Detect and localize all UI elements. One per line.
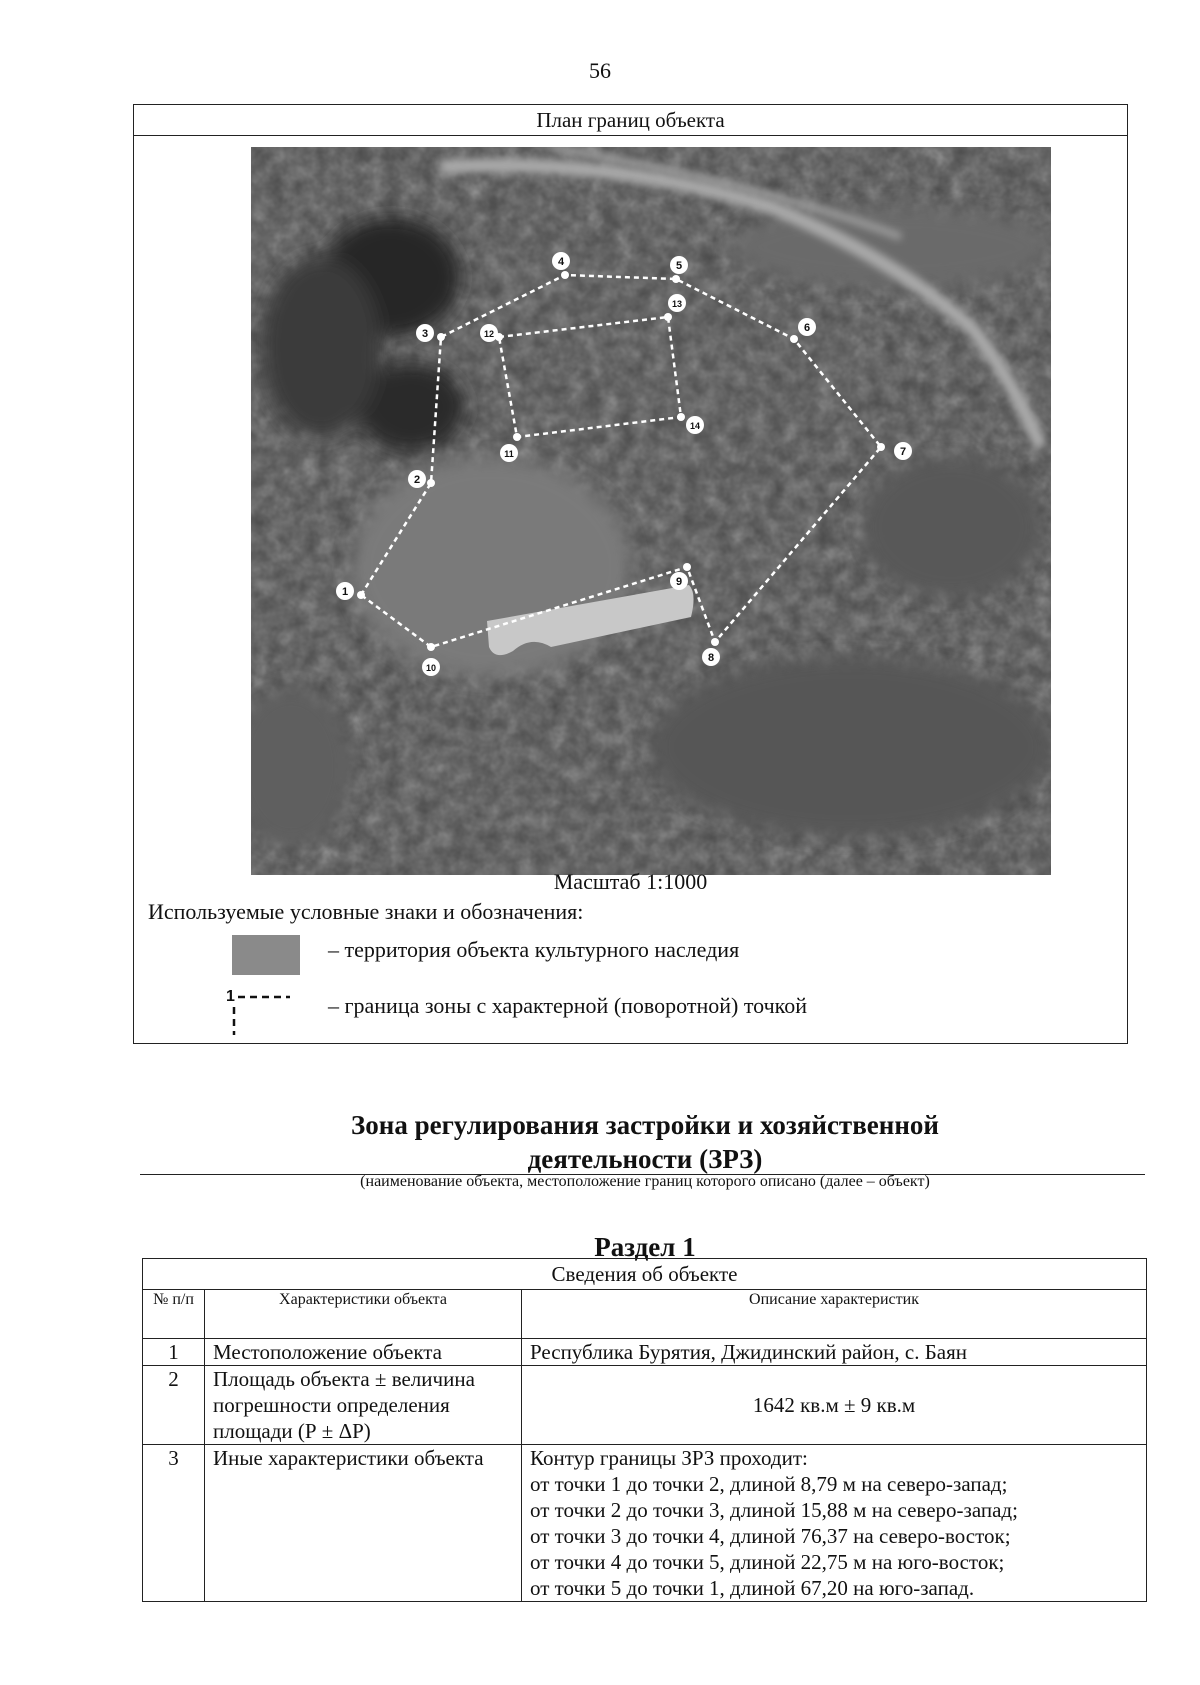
- legend-territory-label: – территория объекта культурного наследия: [328, 937, 740, 962]
- boundary-point-6: [790, 335, 798, 343]
- description-line: от точки 1 до точки 2, длиной 8,79 м на северо-запад;: [530, 1472, 1008, 1496]
- header-description: Описание характеристик: [522, 1290, 1147, 1339]
- table-row: [143, 1366, 1147, 1445]
- legend-point-label: 1: [226, 988, 235, 1005]
- boundary-point-14: [677, 413, 685, 421]
- point-label-2: 2: [413, 474, 421, 486]
- boundary-point-10: [427, 643, 435, 651]
- boundary-point-5: [672, 275, 680, 283]
- legend-title: Используемые условные знаки и обозначения:: [148, 899, 584, 924]
- point-label-8: 8: [707, 652, 715, 664]
- row-number: 1: [143, 1339, 205, 1366]
- boundary-plan: [133, 104, 1128, 1044]
- row-description: Республика Бурятия, Джидинский район, с. Баян: [522, 1339, 1147, 1366]
- zone-title: [0, 1108, 1200, 1176]
- boundary-point-7: [877, 443, 885, 451]
- header-characteristics: Характеристики объекта: [205, 1290, 522, 1339]
- row-characteristic: Местоположение объекта: [205, 1339, 522, 1366]
- legend-territory-swatch: [232, 935, 300, 975]
- legend-boundary-symbol: [224, 985, 304, 1035]
- table-row: [143, 1445, 1147, 1602]
- row-number: 3: [143, 1445, 205, 1602]
- point-label-5: 5: [675, 260, 683, 272]
- map-scale: Масштаб 1:1000: [553, 869, 708, 894]
- boundary-point-1: [357, 591, 365, 599]
- row-characteristic: Иные характеристики объекта: [205, 1445, 522, 1602]
- zone-caption: (наименование объекта, местоположение границ которого описано (далее – объект): [360, 1173, 930, 1190]
- point-label-6: 6: [803, 322, 811, 334]
- point-label-4: 4: [557, 256, 565, 268]
- boundary-point-3: [437, 333, 445, 341]
- point-label-12: 12: [483, 329, 495, 339]
- description-line: Контур границы ЗРЗ проходит:: [530, 1446, 808, 1470]
- point-label-13: 13: [671, 299, 683, 309]
- point-label-3: 3: [421, 328, 429, 340]
- header-number: № п/п: [143, 1290, 205, 1339]
- map-svg: [251, 147, 1051, 875]
- boundary-point-2: [427, 479, 435, 487]
- section-title: Раздел 1: [594, 1232, 696, 1262]
- description-line: от точки 5 до точки 1, длиной 67,20 на юго-запад.: [530, 1576, 975, 1600]
- row-description: [522, 1445, 1147, 1602]
- description-line: от точки 3 до точки 4, длиной 76,37 на северо-восток;: [530, 1524, 1011, 1548]
- boundary-point-8: [711, 638, 719, 646]
- zone-title-line2: деятельности (ЗРЗ): [527, 1144, 763, 1174]
- description-line: от точки 2 до точки 3, длиной 15,88 м на северо-запад;: [530, 1498, 1018, 1522]
- row-characteristic: Площадь объекта ± величина погрешности определения площади (Р ± ΔР): [205, 1366, 522, 1445]
- point-label-1: 1: [341, 586, 349, 598]
- boundary-point-13: [664, 313, 672, 321]
- description-line: от точки 4 до точки 5, длиной 22,75 м на юго-восток;: [530, 1550, 1005, 1574]
- row-description: 1642 кв.м ± 9 кв.м: [522, 1366, 1147, 1445]
- boundary-point-11: [513, 433, 521, 441]
- point-label-7: 7: [899, 446, 907, 458]
- point-label-14: 14: [689, 421, 701, 431]
- zone-title-line1: Зона регулирования застройки и хозяйственной: [351, 1110, 939, 1140]
- point-label-10: 10: [425, 663, 437, 673]
- row-number: 2: [143, 1366, 205, 1445]
- legend-boundary-label: – граница зоны с характерной (поворотной) точкой: [328, 993, 808, 1018]
- table-caption: Сведения об объекте: [143, 1259, 1147, 1290]
- object-info-table: [142, 1258, 1147, 1602]
- page-number: 56: [589, 58, 611, 83]
- boundary-point-9: [683, 563, 691, 571]
- plan-header: План границ объекта: [134, 105, 1127, 136]
- boundary-point-4: [561, 271, 569, 279]
- table-row: [143, 1339, 1147, 1366]
- point-label-11: 11: [504, 449, 514, 459]
- point-label-9: 9: [675, 576, 683, 588]
- aerial-map: [251, 147, 1051, 875]
